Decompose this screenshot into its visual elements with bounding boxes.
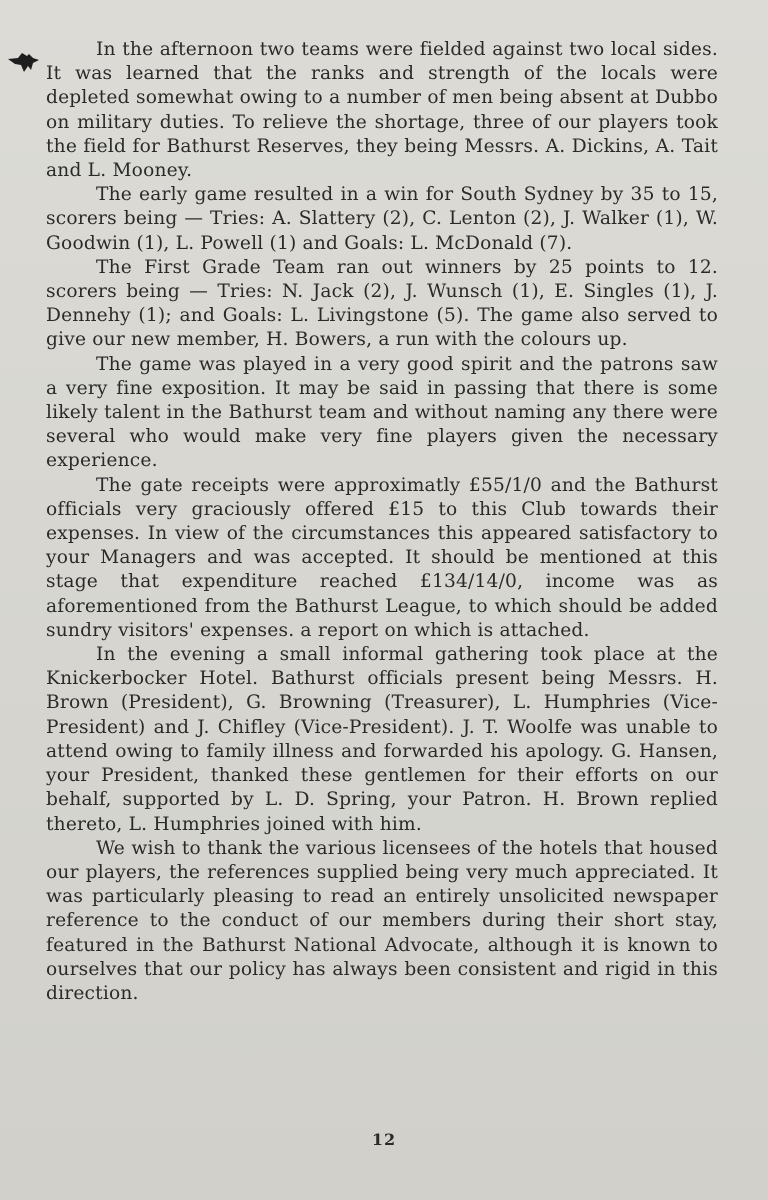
pointing-hand-icon — [6, 50, 40, 76]
body-text — [46, 38, 718, 1006]
paragraph-game-spirit: The game was played in a very good spirit and the patrons saw a very fine exposition. It may be said in passing that there is some likely talent in the Bathurst team and without naming any there were several who would make very fine players given the necessary experience. — [46, 353, 718, 472]
paragraph-evening-gathering: In the evening a small informal gathering took place at the Knickerbocker Hotel. Bathurst officials present being Messrs. H. Brown (President), G. Browning (Treasurer), L. Humphries (Vice-President) and J. Chifley (Vice-President). J. T. Woolfe was unable to attend owing to family illness and forwarded his apology. G. Hansen, your President, thanked these gentlemen for their efforts on our behalf, supported by L. D. Spring, your Patron. H. Brown replied thereto, L. Humphries joined with him. — [46, 644, 718, 835]
paragraph-early-game: The early game resulted in a win for South Sydney by 35 to 15, scorers being — Tries: A. Slattery (2), C. Lenton (2), J. Walker (1), W. Goodwin (1), L. Powell (1) and Goals: L. McDonald (7). — [46, 184, 718, 254]
paragraph-first-grade: The First Grade Team ran out winners by 25 points to 12. scorers being — Tries: N. Jack (2), J. Wunsch (1), E. Singles (1), J. Dennehy (1); and Goals: L. Livingstone (5). The game also served to give our new member, H. Bowers, a run with the colours up. — [46, 256, 718, 351]
page-number: 12 — [371, 1130, 397, 1149]
paragraph-gate-receipts: The gate receipts were approximatly £55/1/0 and the Bathurst officials very graciously offered £15 to this Club towards their expenses. In view of the circumstances this appeared satisfactory to your Managers and was accepted. It should be mentioned at this stage that expenditure reached £134/14/0, income was as aforementioned from the Bathurst League, to which should be added sundry visitors' expenses. a report on which is attached. — [46, 474, 718, 641]
paragraph-thanks-licensees: We wish to thank the various licensees of the hotels that housed our players, the references supplied being very much appreciated. It was particularly pleasing to read an entirely unsolicited newspaper reference to the conduct of our members during their short stay, featured in the Bathurst National Advocate, although it is known to ourselves that our policy has always been consistent and rigid in this direction. — [46, 837, 718, 1004]
paragraph-afternoon-teams: In the afternoon two teams were fielded against two local sides. It was learned that the ranks and strength of the locals were depleted somewhat owing to a number of men being absent at Dubbo on military duties. To relieve the shortage, three of our players took the field for Bathurst Reserves, they being Messrs. A. Dickins, A. Tait and L. Mooney. — [46, 39, 718, 182]
